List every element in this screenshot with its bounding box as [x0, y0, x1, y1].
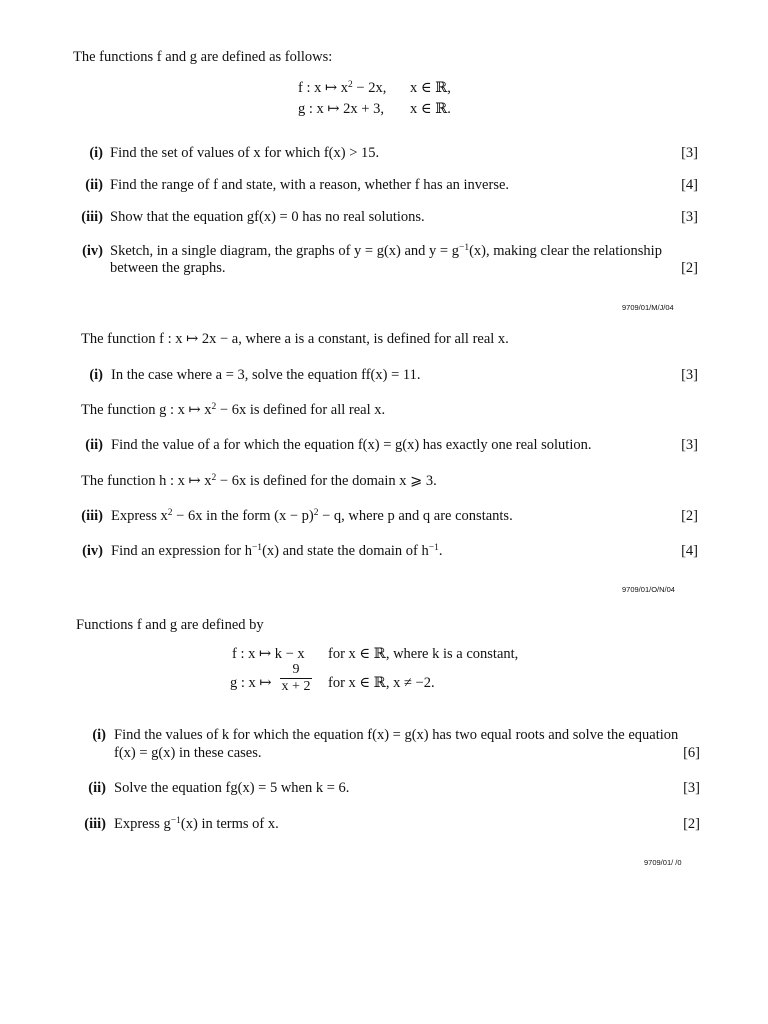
- q1-intro: The functions f and g are defined as follows:: [73, 49, 333, 65]
- fraction-numerator: 9: [292, 662, 300, 677]
- q3-part-ii-number: (ii): [88, 780, 106, 796]
- q1-part-iii-text: Show that the equation gf(x) = 0 has no real solutions.: [110, 209, 425, 225]
- q1-part-iv-number: (iv): [82, 243, 103, 259]
- q1-part-i-number: (i): [89, 145, 103, 161]
- q2-part-ii-number: (ii): [85, 437, 103, 453]
- q1-part-i-text: Find the set of values of x for which f(x) > 15.: [110, 145, 380, 161]
- q2-part-i-number: (i): [89, 367, 103, 383]
- q1-part-iv-text-line2: between the graphs.: [110, 260, 226, 276]
- q3-def-f: f : x ↦ k − x: [232, 646, 305, 662]
- q2-part-iv-number: (iv): [82, 543, 103, 559]
- q3-intro: Functions f and g are defined by: [76, 617, 264, 633]
- q2-h-definition: The function h : x ↦ $x^2 - 6x$ is defined for the domain x ⩾ 3.: [81, 473, 437, 489]
- q1-part-iii-marks: [3]: [681, 209, 698, 225]
- q1-part-ii-number: (ii): [85, 177, 103, 193]
- q2-part-iv-text: Find an expression for $h^{-1}(x)$ and state the domain of $h^{-1}$.: [111, 543, 443, 559]
- q1-def-f: f : x ↦ $x^2 - 2x$,: [298, 80, 387, 96]
- q2-part-iv-marks: [4]: [681, 543, 698, 559]
- q1-part-i-marks: [3]: [681, 145, 698, 161]
- q2-part-iii-text: Express $x^2 - 6x$ in the form $(x - p)^2 - q$, where p and q are constants.: [111, 508, 513, 524]
- q2-part-iii-marks: [2]: [681, 508, 698, 524]
- q3-part-ii-marks: [3]: [683, 780, 700, 796]
- q2-part-ii-marks: [3]: [681, 437, 698, 453]
- q2-part-ii-text: Find the value of a for which the equation f(x) = g(x) has exactly one real solution.: [111, 437, 592, 453]
- q3-part-iii-text: Express $g^{-1}(x)$ in terms of x.: [114, 816, 279, 832]
- q3-part-i-marks: [6]: [683, 745, 700, 761]
- q2-reference: 9709/01/O/N/04: [622, 585, 675, 594]
- q1-part-ii-marks: [4]: [681, 177, 698, 193]
- q3-def-g-fraction: [280, 662, 312, 695]
- q1-part-iv-marks: [2]: [681, 260, 698, 276]
- q1-part-ii-text: Find the range of f and state, with a reason, whether f has an inverse.: [110, 177, 510, 193]
- q3-reference: 9709/01/ /0: [644, 858, 682, 867]
- q3-def-f-condition: for x ∈ ℝ, where k is a constant,: [328, 646, 519, 662]
- q3-def-g-condition: for x ∈ ℝ, x ≠ −2.: [328, 675, 435, 691]
- fraction-denominator: x + 2: [281, 679, 311, 694]
- q3-part-iii-marks: [2]: [683, 816, 700, 832]
- q2-part-i-text: In the case where a = 3, solve the equation ff(x) = 11.: [111, 367, 421, 383]
- q3-part-i-text-line2: f(x) = g(x) in these cases.: [114, 745, 262, 761]
- q1-part-iv-text: Sketch, in a single diagram, the graphs of y = g(x) and $y = g^{-1}(x)$, making clear the relationship: [110, 243, 662, 259]
- q2-part-i-marks: [3]: [681, 367, 698, 383]
- q1-def-g: g : x ↦ 2x + 3,: [298, 101, 384, 117]
- q1-part-iii-number: (iii): [81, 209, 103, 225]
- q2-g-definition: The function g : x ↦ $x^2 - 6x$ is defined for all real x.: [81, 402, 386, 418]
- q3-part-i-number: (i): [92, 727, 106, 743]
- q1-reference: 9709/01/M/J/04: [622, 303, 674, 312]
- q3-part-i-text: Find the values of k for which the equation f(x) = g(x) has two equal roots and solve the equation: [114, 727, 679, 743]
- q3-def-g: g : x ↦: [230, 675, 272, 691]
- q1-def-f-domain: x ∈ ℝ,: [410, 80, 451, 96]
- q2-intro: The function f : x ↦ 2x − a, where a is a constant, is defined for all real x.: [81, 331, 509, 347]
- q2-part-iii-number: (iii): [81, 508, 103, 524]
- q3-part-ii-text: Solve the equation fg(x) = 5 when k = 6.: [114, 780, 350, 796]
- q3-part-iii-number: (iii): [84, 816, 106, 832]
- q1-def-g-domain: x ∈ ℝ.: [410, 101, 451, 117]
